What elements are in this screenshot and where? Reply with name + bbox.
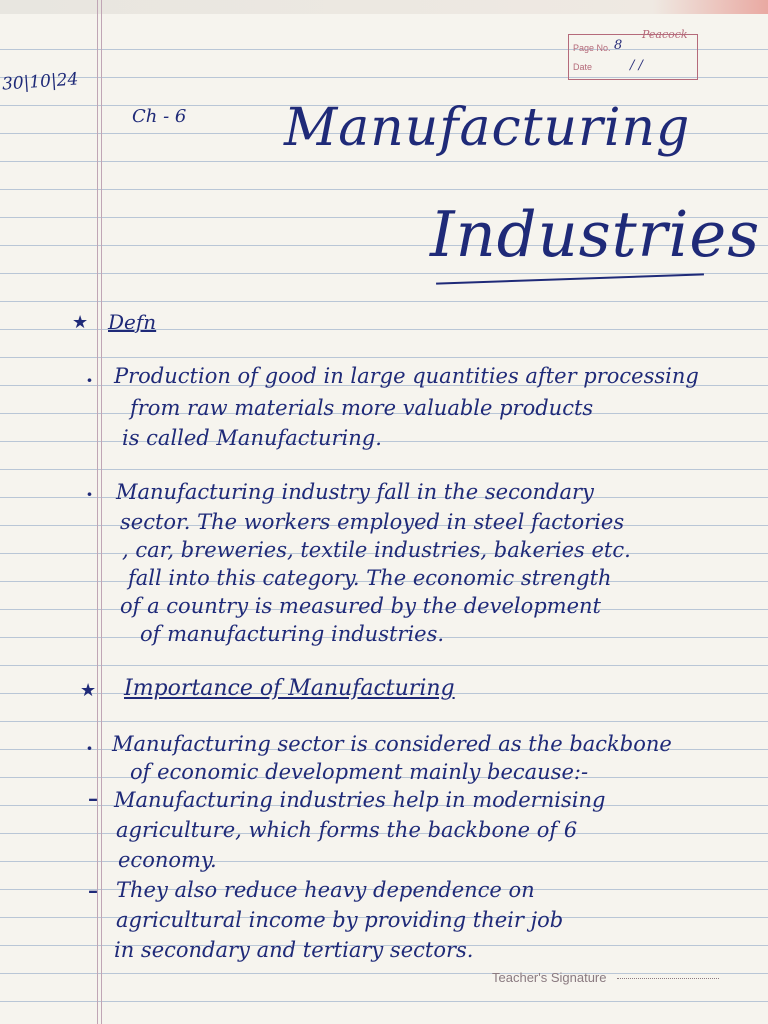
paragraph-line: , car, breweries, textile industries, bakeries etc. bbox=[122, 538, 631, 562]
date-label: Date bbox=[573, 62, 593, 72]
title-line-2: Industries bbox=[430, 198, 761, 271]
dot-bullet-icon: · bbox=[86, 736, 93, 760]
importance-line: agricultural income by providing their job bbox=[116, 908, 564, 932]
page-top-edge bbox=[0, 0, 768, 14]
importance-line: They also reduce heavy dependence on bbox=[116, 878, 535, 902]
paragraph-line: of a country is measured by the development bbox=[120, 594, 601, 618]
page-number-box bbox=[568, 34, 698, 80]
importance-line: Manufacturing industries help in modernising bbox=[114, 788, 606, 812]
paragraph-line: of manufacturing industries. bbox=[140, 622, 445, 646]
importance-line: of economic development mainly because:- bbox=[130, 760, 589, 784]
star-bullet-icon: ★ bbox=[72, 312, 89, 333]
notebook-brand: Peacock bbox=[642, 28, 688, 41]
page-number-value: 8 bbox=[614, 38, 623, 53]
definition-heading: Defn bbox=[108, 310, 157, 334]
note-date: 30|10|24 bbox=[1, 69, 79, 95]
definition-line: Production of good in large quantities after processing bbox=[114, 364, 699, 388]
definition-line: is called Manufacturing. bbox=[122, 426, 382, 450]
importance-line: agriculture, which forms the backbone of 6 bbox=[116, 818, 578, 842]
page-no-label: Page No. bbox=[573, 43, 611, 53]
definition-line: from raw materials more valuable products bbox=[130, 396, 594, 420]
paragraph-line: fall into this category. The economic strength bbox=[128, 566, 612, 590]
margin-line bbox=[97, 0, 98, 1024]
dot-bullet-icon: · bbox=[86, 482, 93, 506]
teacher-signature-label: Teacher's Signature bbox=[492, 970, 607, 985]
importance-line: in secondary and tertiary sectors. bbox=[114, 938, 474, 962]
dot-bullet-icon: · bbox=[86, 368, 93, 392]
dash-bullet-icon: – bbox=[88, 786, 98, 810]
paragraph-line: Manufacturing industry fall in the secondary bbox=[116, 480, 594, 504]
date-field-value: / / bbox=[630, 58, 643, 73]
importance-heading: Importance of Manufacturing bbox=[124, 676, 455, 701]
importance-line: Manufacturing sector is considered as the backbone bbox=[112, 732, 672, 756]
paragraph-line: sector. The workers employed in steel factories bbox=[120, 510, 625, 534]
importance-line: economy. bbox=[118, 848, 217, 872]
title-line-1: Manufacturing bbox=[284, 98, 691, 158]
dash-bullet-icon: – bbox=[88, 878, 98, 902]
margin-line bbox=[101, 0, 102, 1024]
teacher-signature-line bbox=[617, 978, 719, 979]
chapter-label: Ch - 6 bbox=[132, 106, 187, 127]
star-bullet-icon: ★ bbox=[80, 680, 97, 701]
